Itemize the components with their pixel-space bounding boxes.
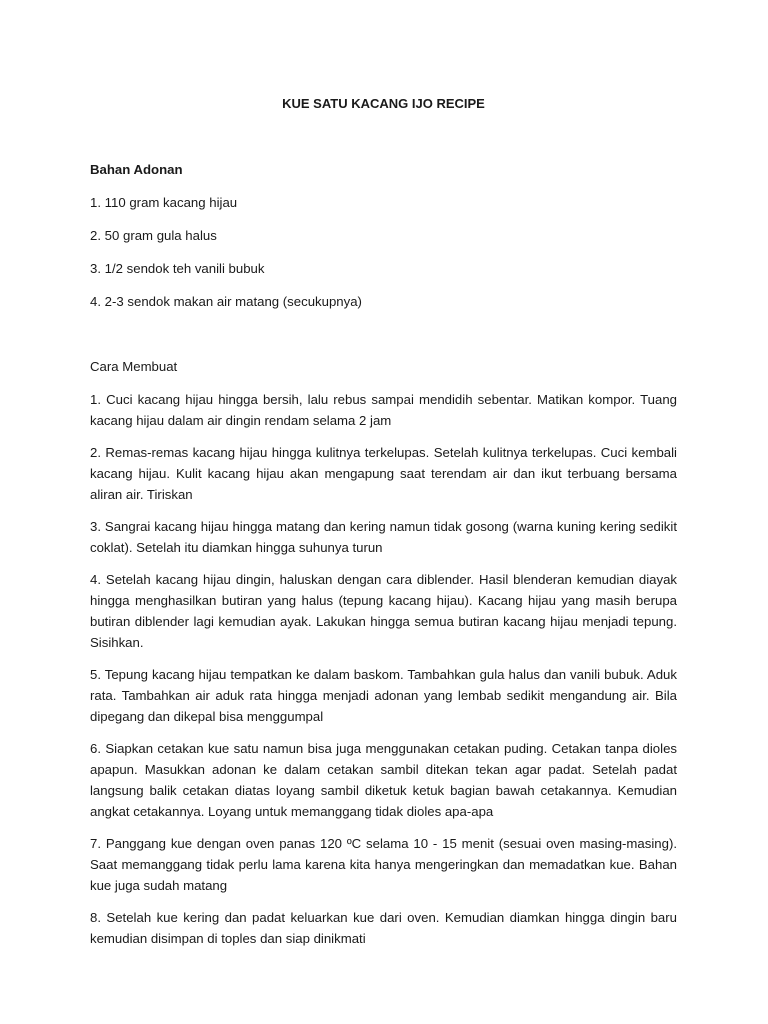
step-item: 5. Tepung kacang hijau tempatkan ke dalam baskom. Tambahkan gula halus dan vanili bubuk. Aduk rata. Tambahkan air aduk rata hingga menjadi adonan yang lembab sedikit mengandung air. Bila dipegang dan dikepal bisa menggumpal [90, 667, 677, 724]
ingredient-item: 4. 2-3 sendok makan air matang (secukupnya) [90, 294, 362, 309]
method-heading: Cara Membuat [90, 359, 178, 374]
step-item: 1. Cuci kacang hijau hingga bersih, lalu rebus sampai mendidih sebentar. Matikan kompor. Tuang kacang hijau dalam air dingin rendam selama 2 jam [90, 392, 677, 428]
steps-list [90, 389, 677, 949]
step-item: 2. Remas-remas kacang hijau hingga kulitnya terkelupas. Setelah kulitnya terkelupas. Cuci kembali kacang hijau. Kulit kacang hijau akan mengapung saat terendam air dan ikut terbuang bersama aliran air. Tiriskan [90, 445, 677, 502]
ingredient-item: 1. 110 gram kacang hijau [90, 195, 238, 210]
ingredients-heading: Bahan Adonan [90, 162, 183, 177]
document-content [90, 93, 677, 960]
step-item: 6. Siapkan cetakan kue satu namun bisa juga menggunakan cetakan puding. Cetakan tanpa dioles apapun. Masukkan adonan ke dalam cetakan sambil ditekan tekan agar padat. Setelah padat langsung balik cetakan diatas loyang sambil diketuk ketuk bagian bawah cetakannya. Kemudian angkat cetakannya. Loyang untuk memanggang tidak dioles apa-apa [90, 741, 677, 819]
step-item: 8. Setelah kue kering dan padat keluarkan kue dari oven. Kemudian diamkan hingga dingin baru kemudian disimpan di toples dan siap dinikmati [90, 910, 677, 946]
step-item: 4. Setelah kacang hijau dingin, haluskan dengan cara diblender. Hasil blenderan kemudian diayak hingga menghasilkan butiran yang halus (tepung kacang hijau). Kacang hijau yang masih berupa butiran diblender lagi kemudian ayak. Lakukan hingga semua butiran kacang hijau menjadi tepung. Sisihkan. [90, 572, 677, 650]
step-item: 7. Panggang kue dengan oven panas 120 ºC selama 10 - 15 menit (sesuai oven masing-masing). Saat memanggang tidak perlu lama karena kita hanya mengeringkan dan memadatkan kue. Bahan kue juga sudah matang [90, 836, 677, 893]
ingredient-item: 3. 1/2 sendok teh vanili bubuk [90, 261, 265, 276]
ingredients-list [90, 192, 677, 312]
step-item: 3. Sangrai kacang hijau hingga matang dan kering namun tidak gosong (warna kuning kering sedikit coklat). Setelah itu diamkan hingga suhunya turun [90, 519, 677, 555]
ingredient-item: 2. 50 gram gula halus [90, 228, 217, 243]
recipe-title: KUE SATU KACANG IJO RECIPE [282, 96, 485, 111]
